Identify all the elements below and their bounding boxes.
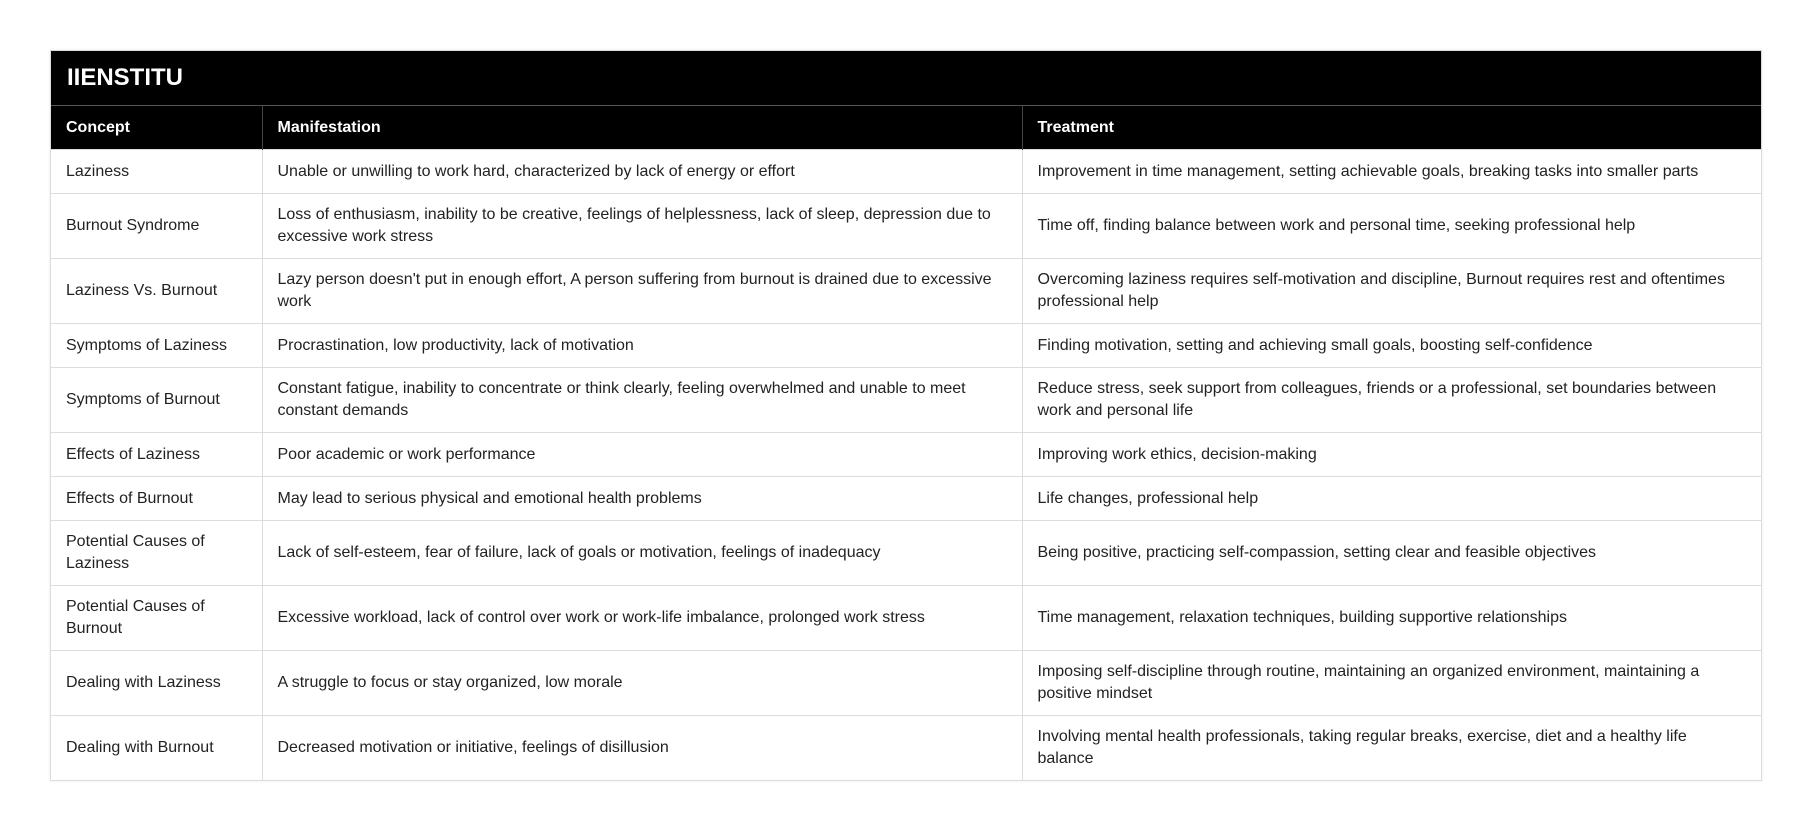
- table-row: [51, 716, 1761, 781]
- table-row: [51, 433, 1761, 477]
- cell-concept: Effects of Burnout: [51, 477, 262, 521]
- cell-manifestation: May lead to serious physical and emotional health problems: [262, 477, 1022, 521]
- cell-treatment: Life changes, professional help: [1022, 477, 1761, 521]
- cell-concept: Dealing with Laziness: [51, 651, 262, 716]
- table-header-row: [51, 106, 1761, 150]
- table-row: [51, 651, 1761, 716]
- cell-manifestation: Lack of self-esteem, fear of failure, lack of goals or motivation, feelings of inadequacy: [262, 521, 1022, 586]
- cell-treatment: Improving work ethics, decision-making: [1022, 433, 1761, 477]
- table-row: [51, 194, 1761, 259]
- cell-treatment: Time management, relaxation techniques, building supportive relationships: [1022, 586, 1761, 651]
- cell-concept: Potential Causes of Burnout: [51, 586, 262, 651]
- cell-treatment: Finding motivation, setting and achieving small goals, boosting self-confidence: [1022, 324, 1761, 368]
- cell-concept: Laziness: [51, 150, 262, 194]
- cell-treatment: Involving mental health professionals, taking regular breaks, exercise, diet and a healthy life balance: [1022, 716, 1761, 781]
- header-concept: Concept: [51, 106, 262, 150]
- cell-manifestation: Decreased motivation or initiative, feelings of disillusion: [262, 716, 1022, 781]
- table-row: [51, 477, 1761, 521]
- table-row: [51, 324, 1761, 368]
- cell-manifestation: Procrastination, low productivity, lack of motivation: [262, 324, 1022, 368]
- table-row: [51, 586, 1761, 651]
- cell-concept: Symptoms of Burnout: [51, 368, 262, 433]
- cell-concept: Burnout Syndrome: [51, 194, 262, 259]
- cell-treatment: Overcoming laziness requires self-motivation and discipline, Burnout requires rest and oftentimes professional help: [1022, 259, 1761, 324]
- table-row: [51, 259, 1761, 324]
- table-row: [51, 150, 1761, 194]
- cell-concept: Effects of Laziness: [51, 433, 262, 477]
- cell-treatment: Reduce stress, seek support from colleagues, friends or a professional, set boundaries between work and personal life: [1022, 368, 1761, 433]
- table-row: [51, 521, 1761, 586]
- cell-concept: Dealing with Burnout: [51, 716, 262, 781]
- header-manifestation: Manifestation: [262, 106, 1022, 150]
- cell-treatment: Time off, finding balance between work and personal time, seeking professional help: [1022, 194, 1761, 259]
- table-title: IIENSTITU: [51, 51, 1761, 105]
- cell-manifestation: Lazy person doesn't put in enough effort, A person suffering from burnout is drained due to excessive work: [262, 259, 1022, 324]
- cell-treatment: Imposing self-discipline through routine, maintaining an organized environment, maintaining a positive mindset: [1022, 651, 1761, 716]
- cell-manifestation: Excessive workload, lack of control over work or work-life imbalance, prolonged work stress: [262, 586, 1022, 651]
- concept-table: [51, 105, 1761, 780]
- cell-manifestation: Loss of enthusiasm, inability to be creative, feelings of helplessness, lack of sleep, depression due to excessive work stress: [262, 194, 1022, 259]
- cell-manifestation: Constant fatigue, inability to concentrate or think clearly, feeling overwhelmed and unable to meet constant demands: [262, 368, 1022, 433]
- cell-manifestation: Unable or unwilling to work hard, characterized by lack of energy or effort: [262, 150, 1022, 194]
- cell-treatment: Improvement in time management, setting achievable goals, breaking tasks into smaller parts: [1022, 150, 1761, 194]
- cell-treatment: Being positive, practicing self-compassion, setting clear and feasible objectives: [1022, 521, 1761, 586]
- cell-concept: Symptoms of Laziness: [51, 324, 262, 368]
- cell-manifestation: A struggle to focus or stay organized, low morale: [262, 651, 1022, 716]
- table-row: [51, 368, 1761, 433]
- cell-concept: Laziness Vs. Burnout: [51, 259, 262, 324]
- header-treatment: Treatment: [1022, 106, 1761, 150]
- cell-manifestation: Poor academic or work performance: [262, 433, 1022, 477]
- content-table-card: [50, 50, 1762, 781]
- cell-concept: Potential Causes of Laziness: [51, 521, 262, 586]
